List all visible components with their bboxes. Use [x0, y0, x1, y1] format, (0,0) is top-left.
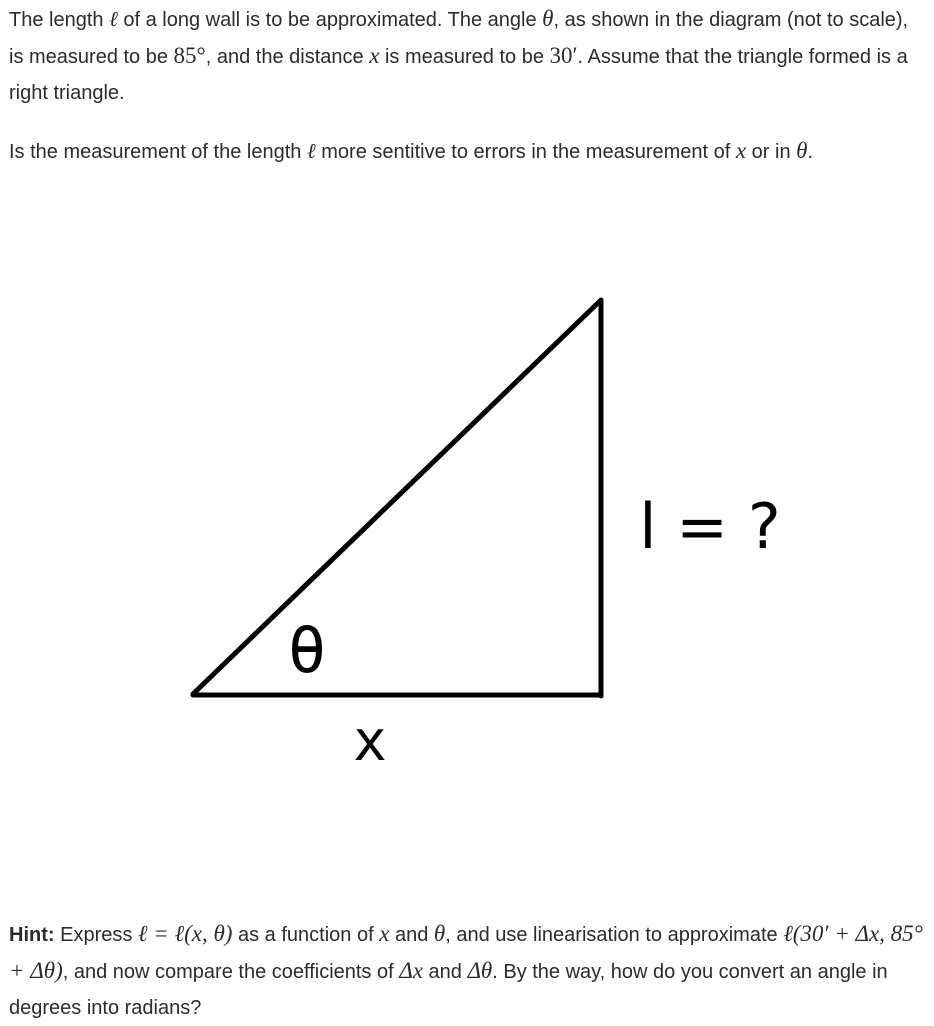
text: The length [9, 9, 110, 31]
math-theta: θ [542, 6, 554, 31]
math-theta: θ [796, 138, 808, 163]
math-x: x [379, 921, 390, 946]
text: as a function of [232, 924, 380, 946]
math-angle-value: 85° [173, 43, 206, 68]
text: and [422, 961, 468, 983]
text: , and the distance [205, 46, 370, 68]
text: or in [746, 141, 797, 163]
math-delta-x: Δx [399, 958, 423, 983]
text: and [389, 924, 434, 946]
text: , and use linearisation to approximate [445, 924, 784, 946]
text: Express [54, 924, 138, 946]
math-ell: ℓ [306, 139, 316, 163]
math-x: x [735, 138, 747, 163]
theta-label: θ [287, 614, 327, 688]
text: Is the measurement of the length [9, 141, 307, 163]
text: is measured to be [379, 46, 550, 68]
text: of a long wall is to be approximated. The angle [117, 9, 543, 31]
problem-statement [9, 1, 925, 111]
math-ell: ℓ [109, 7, 118, 31]
text: , and now compare the coefficients of [62, 961, 400, 983]
math-distance-value: 30′ [549, 43, 578, 68]
hint-label: Hint: [9, 924, 55, 946]
x-label: x [353, 709, 387, 774]
l-equals-question-label: l = ? [639, 490, 781, 563]
question [9, 133, 925, 170]
text: . [807, 141, 814, 163]
math-function-expr: ℓ = ℓ(x, θ) [137, 921, 233, 946]
triangle-hypotenuse [193, 300, 601, 694]
math-linearisation-expr: ℓ(30′ + Δx, 85° + Δθ) [9, 921, 923, 983]
math-delta-theta: Δθ [467, 958, 493, 983]
text: . Assume that the triangle formed is a right triangle. [9, 46, 908, 104]
text: , as shown in the diagram (not to scale), is measured to be [9, 9, 909, 68]
hint-paragraph [9, 916, 925, 1026]
text: more sentitive to errors in the measurement of [315, 141, 736, 163]
math-x: x [369, 43, 380, 68]
math-theta: θ [433, 921, 446, 946]
text: . By the way, how do you convert an angle in degrees into radians? [9, 961, 888, 1019]
